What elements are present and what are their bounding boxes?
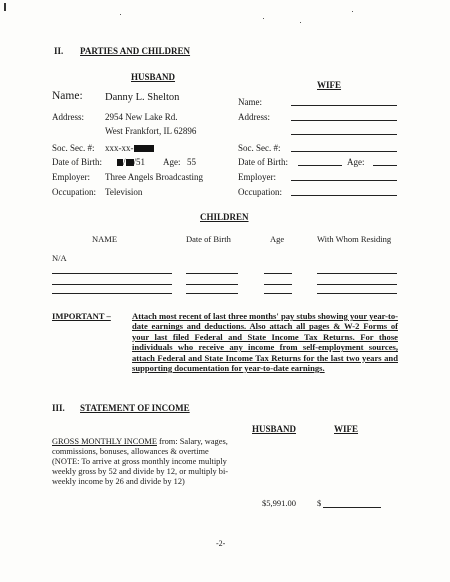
husband-dob-value: /51 [133,157,146,167]
children-col-dob: Date of Birth [186,234,231,244]
wife-gross-line [323,507,381,508]
wife-gross-prefix: $ [317,498,322,508]
income-husband-header: HUSBAND [252,424,297,434]
wife-address-line [291,134,397,135]
husband-employer-label: Employer: [52,172,90,182]
children-age-line [264,293,292,294]
children-residing-line [317,293,397,294]
children-entry: N/A [52,253,67,263]
scan-speck [120,14,121,15]
section-title: PARTIES AND CHILDREN [80,46,191,56]
wife-address-label: Address: [238,112,270,122]
husband-ssn-field [105,143,154,153]
page-number: -2- [216,539,226,548]
gross-income-title: GROSS MONTHLY INCOME [52,437,157,446]
scan-speck [300,22,301,23]
husband-dob-field: / /51 [117,157,145,167]
important-label: IMPORTANT – [52,311,111,321]
husband-address-label: Address: [52,112,84,122]
gross-income-description [52,437,232,487]
children-age-line [264,273,292,274]
children-dob-line [186,293,238,294]
husband-ssn-label: Soc. Sec. #: [52,143,95,153]
children-residing-line [317,273,397,274]
husband-age-label: Age: [163,157,181,167]
income-wife-header: WIFE [334,424,359,434]
wife-employer-line [291,180,397,181]
scan-speck [263,18,264,19]
wife-address-line [291,120,397,121]
wife-occupation-label: Occupation: [238,187,282,197]
wife-age-line [373,165,397,166]
wife-dob-line [298,165,342,166]
husband-address-line1: 2954 New Lake Rd. [105,112,178,122]
wife-name-line [291,105,397,106]
redaction-bar [126,159,134,166]
section-title: STATEMENT OF INCOME [80,403,190,413]
husband-ssn-value: xxx-xx- [105,143,134,153]
husband-age-value: 55 [187,157,196,167]
children-age-line [264,284,292,285]
children-name-line [52,284,172,285]
husband-name-value: Danny L. Shelton [105,92,180,103]
children-name-line [52,293,172,294]
husband-occupation-label: Occupation: [52,187,96,197]
children-col-name: NAME [92,234,118,244]
husband-address-line2: West Frankfort, IL 62896 [105,126,197,136]
husband-name-label: Name: [52,90,83,102]
children-residing-line [317,284,397,285]
important-text: Attach most recent of last three months' pay stubs showing your year-to-date earnings and deductions. Also attach all pages & W-2 Forms of your last filed Federal and State Income Tax Returns. For those individuals who receive any income from self-employment sources, attach Federal and State Income Tax Returns for the last two years and supporting documentation for year-to-date earnings. [132,311,398,374]
children-dob-line [186,273,238,274]
section-number: II. [54,46,64,56]
children-dob-line [186,284,238,285]
wife-name-label: Name: [238,97,262,107]
wife-age-label: Age: [347,157,365,167]
wife-dob-label: Date of Birth: [238,157,288,167]
wife-occupation-line [291,195,397,196]
wife-ssn-label: Soc. Sec. #: [238,143,281,153]
children-name-line [52,273,172,274]
children-col-age: Age [270,234,285,244]
gross-income-note: from: Salary, wages, commissions, bonuses, allowances & overtime (NOTE: To arrive at gross monthly income multiply weekly gross by 52 and divide by 12, or multiply bi-weekly income by 26 and divide by 12) [52,437,229,487]
husband-employer-value: Three Angels Broadcasting [105,172,203,182]
scan-margin-mark [4,3,6,11]
husband-dob-label: Date of Birth: [52,157,102,167]
section-number: III. [52,403,65,413]
redaction-bar [134,145,154,152]
children-col-residing: With Whom Residing [317,234,392,244]
scan-speck [352,11,353,12]
husband-occupation-value: Television [105,187,143,197]
wife-employer-label: Employer: [238,172,276,182]
children-header: CHILDREN [200,212,249,222]
husband-header: HUSBAND [131,72,176,82]
wife-header: WIFE [317,80,342,90]
wife-ssn-line [291,151,397,152]
husband-gross-amount: $5,991.00 [262,498,296,508]
